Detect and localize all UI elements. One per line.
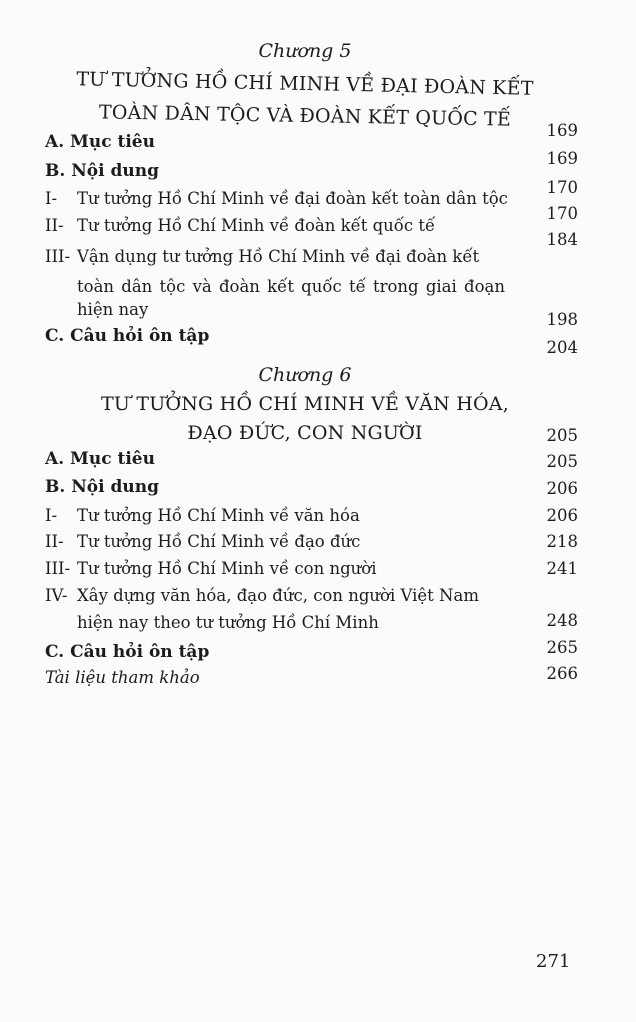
toc-entry	[45, 249, 479, 266]
toc-entry-number: I-	[45, 506, 58, 525]
toc-entry-text: B. Nội dung	[45, 161, 159, 181]
toc-entry-continuation: toàn dân tộc và đoàn kết quốc tế trong giai đoạn	[77, 277, 505, 296]
toc-entry	[45, 561, 376, 578]
toc-entry-page: 169	[546, 149, 578, 168]
toc-entry-page: 206	[546, 479, 578, 498]
toc-entry-text: B. Nội dung	[45, 477, 159, 497]
toc-entry-number: III-	[45, 247, 71, 266]
toc-entry-page: 265	[546, 638, 578, 657]
toc-entry-text: Tư tưởng Hồ Chí Minh về đại đoàn kết toàn dân tộc	[77, 189, 508, 208]
toc-entry-page: 241	[546, 559, 578, 578]
toc-entry-page: 169	[546, 121, 578, 140]
toc-entry-number: I-	[45, 189, 58, 208]
chapter-5-title-line-2: TOÀN DÂN TỘC VÀ ĐOÀN KẾT QUỐC TẾ	[98, 101, 512, 131]
toc-entry-text: Tư tưởng Hồ Chí Minh về con người	[77, 559, 377, 578]
chapter-6-title-line-1: TƯ TƯỞNG HỒ CHÍ MINH VỀ VĂN HÓA,	[101, 393, 509, 415]
toc-entry-page: 184	[546, 230, 578, 249]
page-number: 271	[536, 951, 571, 972]
toc-entry-continuation: hiện nay	[77, 300, 149, 319]
toc-entry-text: C. Câu hỏi ôn tập	[45, 642, 210, 662]
references-entry: Tài liệu tham khảo	[45, 668, 200, 687]
toc-entry-page: 218	[546, 532, 578, 551]
toc-entry-page: 170	[546, 178, 578, 197]
toc-entry-page: 170	[546, 204, 578, 223]
toc-entry-page: 248	[546, 611, 578, 630]
chapter-6-title-page: 205	[546, 426, 578, 445]
toc-entry-number: II-	[45, 532, 64, 551]
toc-entry-text: A. Mục tiêu	[45, 132, 155, 152]
toc-entry-text: C. Câu hỏi ôn tập	[45, 326, 210, 346]
toc-entry-text: Vận dụng tư tưởng Hồ Chí Minh về đại đoàn kết	[77, 247, 480, 266]
toc-entry	[45, 191, 508, 208]
toc-entry-page: 205	[546, 452, 578, 471]
toc-entry	[45, 508, 360, 525]
chapter-6-title-line-2: ĐẠO ĐỨC, CON NGƯỜI	[187, 422, 423, 444]
chapter-5-title-line-1: TƯ TƯỞNG HỒ CHÍ MINH VỀ ĐẠI ĐOÀN KẾT	[76, 68, 534, 100]
toc-entry-page: 206	[546, 506, 578, 525]
toc-entry-number: IV-	[45, 586, 68, 605]
toc-entry-text: A. Mục tiêu	[45, 449, 155, 469]
chapter-6-label: Chương 6	[258, 364, 352, 386]
toc-entry-page: 198	[546, 310, 578, 329]
toc-entry-number: II-	[45, 216, 64, 235]
toc-entry	[45, 534, 360, 551]
toc-entry-text: Tư tưởng Hồ Chí Minh về đoàn kết quốc tế	[77, 216, 436, 235]
toc-entry	[45, 588, 479, 605]
toc-entry-page: 204	[546, 338, 578, 357]
chapter-5-label: Chương 5	[258, 40, 352, 62]
toc-entry-text: Tư tưởng Hồ Chí Minh về văn hóa	[77, 506, 360, 525]
toc-entry-continuation: hiện nay theo tư tưởng Hồ Chí Minh	[77, 613, 379, 632]
toc-entry	[45, 218, 435, 235]
references-page: 266	[546, 664, 578, 683]
toc-entry-text: Tư tưởng Hồ Chí Minh về đạo đức	[77, 532, 361, 551]
toc-entry-text: Xây dựng văn hóa, đạo đức, con người Việt Nam	[77, 586, 479, 605]
toc-entry-number: III-	[45, 559, 71, 578]
